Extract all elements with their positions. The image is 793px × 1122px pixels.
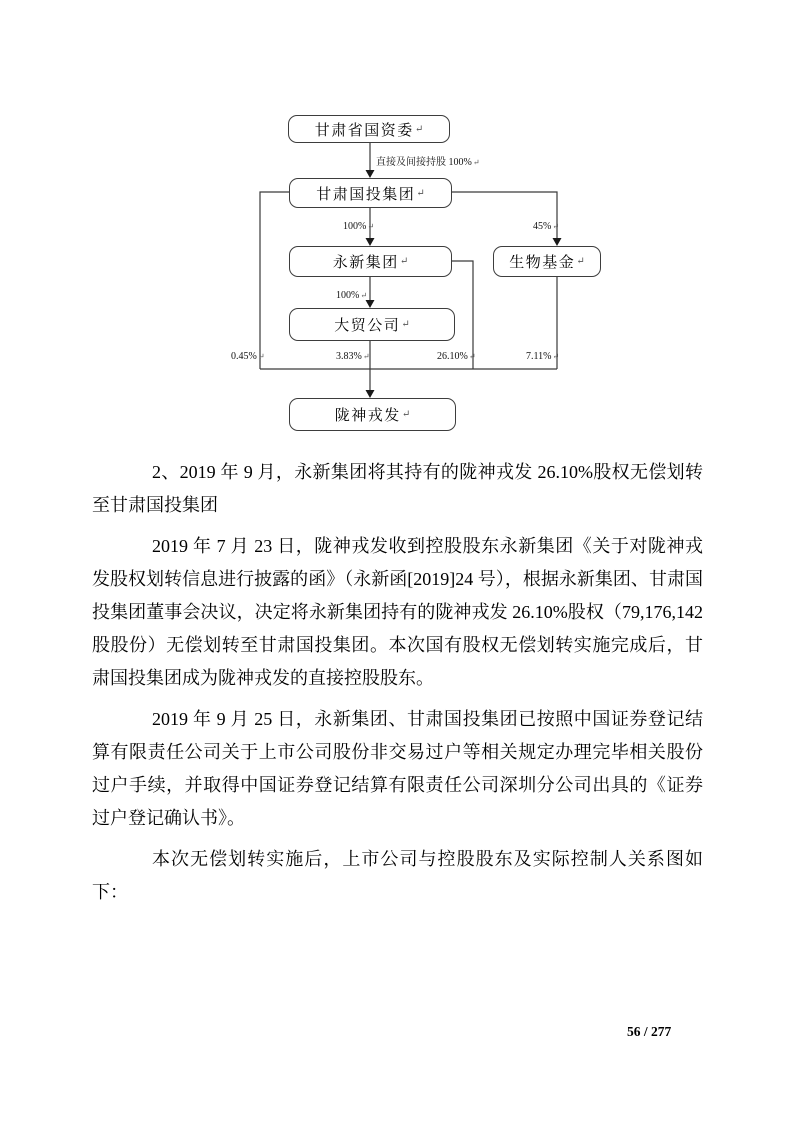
paragraph-mark: ↵ xyxy=(414,123,424,135)
section-heading: 2、2019 年 9 月，永新集团将其持有的陇神戎发 26.10%股权无偿划转至甘肃国投集团 xyxy=(92,462,703,515)
paragraph-mark: ↵ xyxy=(401,319,410,330)
paragraph-mark: ↵ xyxy=(552,352,560,361)
edge-label-text: 100% xyxy=(343,221,367,232)
paragraph-mark: ↵ xyxy=(360,291,368,300)
paragraph-mark: ↵ xyxy=(472,158,480,167)
paragraph-mark: ↵ xyxy=(468,352,476,361)
node-label: 生物基金 xyxy=(509,255,576,271)
edge-label-pct-fund xyxy=(526,351,559,362)
node-gansu-guotou xyxy=(289,178,452,208)
ownership-structure-diagram xyxy=(0,0,793,445)
node-damao xyxy=(289,308,455,341)
edge-label-text: 直接及间接持股 100% xyxy=(376,157,472,168)
edge-label-text: 45% xyxy=(533,221,552,232)
node-label: 永新集团 xyxy=(332,255,399,271)
paragraph-mark: ↵ xyxy=(399,256,409,267)
paragraph-1: 2019 年 7 月 23 日，陇神戎发收到控股股东永新集团《关于对陇神戎发股权划转信息进行披露的函》（永新函[2019]24 号），根据永新集团、甘肃国投集团董事会决议，决定将永新集团持有的陇神戎发 26.10%股权（79,176,142 股股份）无偿划转至甘肃国投集团。本次国有股权无偿划转实施完成后，甘肃国投集团成为陇神戎发的直接控股股东。 xyxy=(92,536,703,688)
edge-label-text: 100% xyxy=(336,290,360,301)
node-label: 甘肃省国资委 xyxy=(314,122,414,139)
edge-label-guotou-to-fund xyxy=(533,221,559,232)
edge-label-direct-indirect xyxy=(376,153,480,168)
paragraph-mark: ↵ xyxy=(401,409,411,420)
edge-label-text: 0.45% xyxy=(231,351,257,362)
node-longshen xyxy=(289,398,456,431)
paragraph-mark: ↵ xyxy=(362,352,370,361)
paragraph-mark: ↵ xyxy=(367,222,375,231)
node-gansu-sasac xyxy=(288,115,450,143)
node-label: 甘肃国投集团 xyxy=(316,186,416,203)
node-label: 大贸公司 xyxy=(334,318,401,334)
edge-label-yongxin-to-damao xyxy=(336,290,367,301)
paragraph-mark: ↵ xyxy=(416,187,425,199)
paragraph-mark: ↵ xyxy=(576,256,585,267)
edge-label-pct-damao xyxy=(336,351,370,362)
node-yongxin xyxy=(289,246,452,277)
edge-label-text: 26.10% xyxy=(437,351,468,362)
node-shengwu-fund xyxy=(493,246,601,277)
edge-label-text: 7.11% xyxy=(526,351,552,362)
page-number: 56 / 277 xyxy=(627,1024,672,1039)
paragraph-3: 本次无偿划转实施后，上市公司与控股股东及实际控制人关系图如下： xyxy=(92,849,703,902)
paragraph-mark: ↵ xyxy=(257,352,265,361)
paragraph-mark: ↵ xyxy=(552,222,560,231)
edge-label-pct-guotou-direct xyxy=(231,351,265,362)
document-body xyxy=(92,456,703,917)
node-label: 陇神戎发 xyxy=(334,408,401,424)
paragraph-2: 2019 年 9 月 25 日，永新集团、甘肃国投集团已按照中国证券登记结算有限责任公司关于上市公司股份非交易过户等相关规定办理完毕相关股份过户手续，并取得中国证券登记结算有限责任公司深圳分公司出具的《证券过户登记确认书》。 xyxy=(92,709,703,828)
edge-label-text: 3.83% xyxy=(336,351,362,362)
edge-label-pct-yongxin xyxy=(437,351,476,362)
edge-label-guotou-to-yongxin xyxy=(343,221,374,232)
